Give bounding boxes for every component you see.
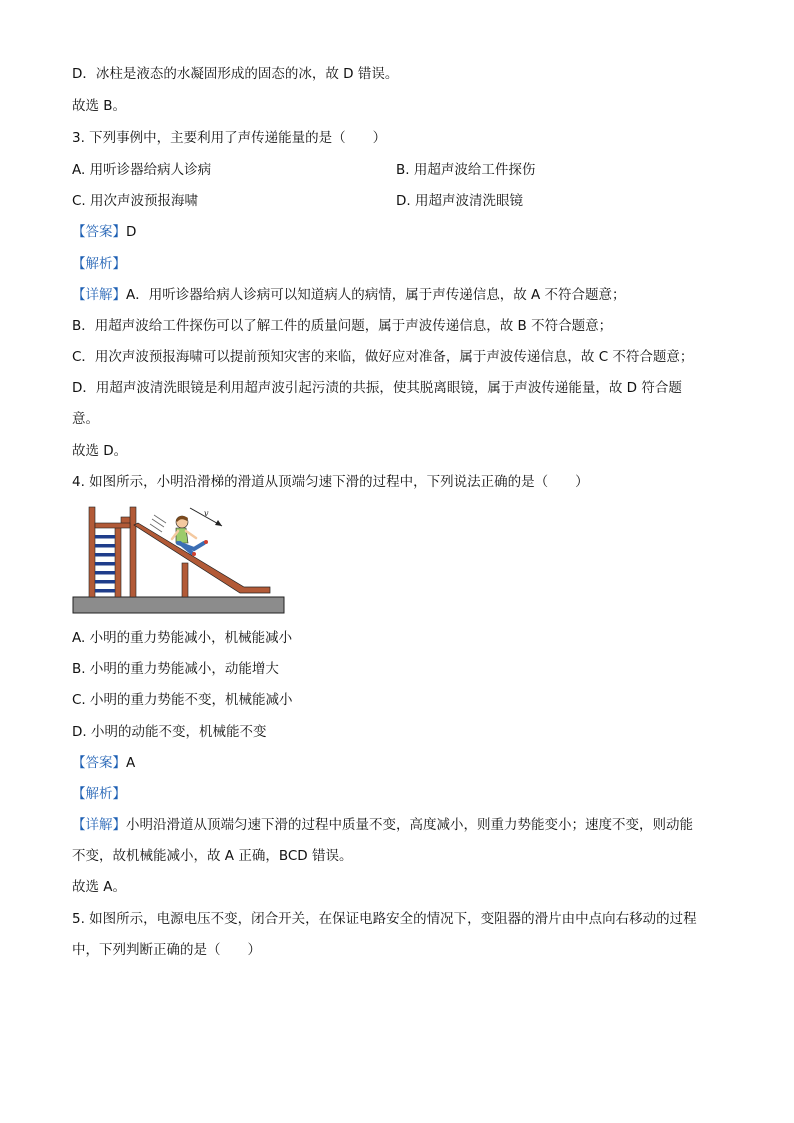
q3-detail-d-cont: 意。 [72, 411, 99, 427]
answer-tag: 【答案】 [72, 755, 126, 771]
q3-option-c: C. 用次声波预报海啸 [72, 193, 199, 209]
q3-analysis-tag: 【解析】 [72, 256, 126, 272]
ladder-rungs [95, 535, 115, 593]
q3-stem: 3. 下列事例中，主要利用了声传递能量的是（ ） [72, 130, 387, 146]
q4-stem: 4. 如图所示，小明沿滑梯的滑道从顶端匀速下滑的过程中，下列说法正确的是（ ） [72, 474, 589, 490]
detail-tag: 【详解】 [72, 817, 126, 833]
motion-lines [150, 515, 166, 532]
q4-answer [72, 753, 135, 773]
q4-option-c: C. 小明的重力势能不变，机械能减小 [72, 692, 293, 708]
q4-choice: 故选 A。 [72, 879, 127, 895]
slide-chute [134, 523, 270, 593]
q4-option-a: A. 小明的重力势能减小，机械能减小 [72, 630, 293, 646]
answer-tag: 【答案】 [72, 224, 126, 240]
answer-value: D [126, 224, 137, 240]
q4-option-b: B. 小明的重力势能减小，动能增大 [72, 661, 279, 677]
detail-tag: 【详解】 [72, 287, 126, 303]
q4-detail: 【详解】小明沿滑道从顶端匀速下滑的过程中质量不变，高度减小，则重力势能变小；速度不变，则动能 [72, 817, 693, 833]
q4-analysis-tag: 【解析】 [72, 786, 126, 802]
q3-detail-c: C．用次声波预报海啸可以提前预知灾害的来临，做好应对准备，属于声波传递信息，故 C 不符合题意； [72, 349, 694, 365]
ladder-rail-left [89, 507, 95, 597]
slide-leg [182, 563, 188, 597]
answer-value: A [126, 755, 136, 771]
q2-choice: 故选 B。 [72, 98, 127, 114]
top-platform [95, 523, 130, 528]
q5-stem-cont: 中，下列判断正确的是（ ） [72, 942, 261, 958]
slide-figure [72, 505, 286, 615]
velocity-label: v [204, 509, 209, 518]
ground [73, 597, 284, 613]
q3-detail-d: D．用超声波清洗眼镜是利用超声波引起污渍的共振，使其脱离眼镜，属于声波传递能量，故 D 符合题 [72, 380, 682, 396]
q4-detail-cont: 不变，故机械能减小，故 A 正确，BCD 错误。 [72, 848, 353, 864]
q5-stem: 5. 如图所示，电源电压不变，闭合开关，在保证电路安全的情况下，变阻器的滑片由中点向右移动的过程 [72, 911, 697, 927]
q4-option-d: D. 小明的动能不变，机械能不变 [72, 724, 267, 740]
q3-option-b: B. 用超声波给工件探伤 [396, 162, 536, 178]
q3-answer [72, 222, 136, 242]
q2-option-d-explanation: D．冰柱是液态的水凝固形成的固态的冰，故 D 错误。 [72, 66, 399, 82]
q3-choice: 故选 D。 [72, 443, 128, 459]
ladder-rail-right [115, 527, 121, 597]
slide-post [130, 507, 136, 597]
q3-option-d: D. 用超声波清洗眼镜 [396, 193, 523, 209]
q3-option-a: A. 用听诊器给病人诊病 [72, 162, 212, 178]
q3-detail-a: 【详解】A．用听诊器给病人诊病可以知道病人的病情，属于声传递信息，故 A 不符合题意； [72, 287, 626, 303]
q3-detail-b: B．用超声波给工件探伤可以了解工件的质量问题，属于声波传递信息，故 B 不符合题意； [72, 318, 613, 334]
